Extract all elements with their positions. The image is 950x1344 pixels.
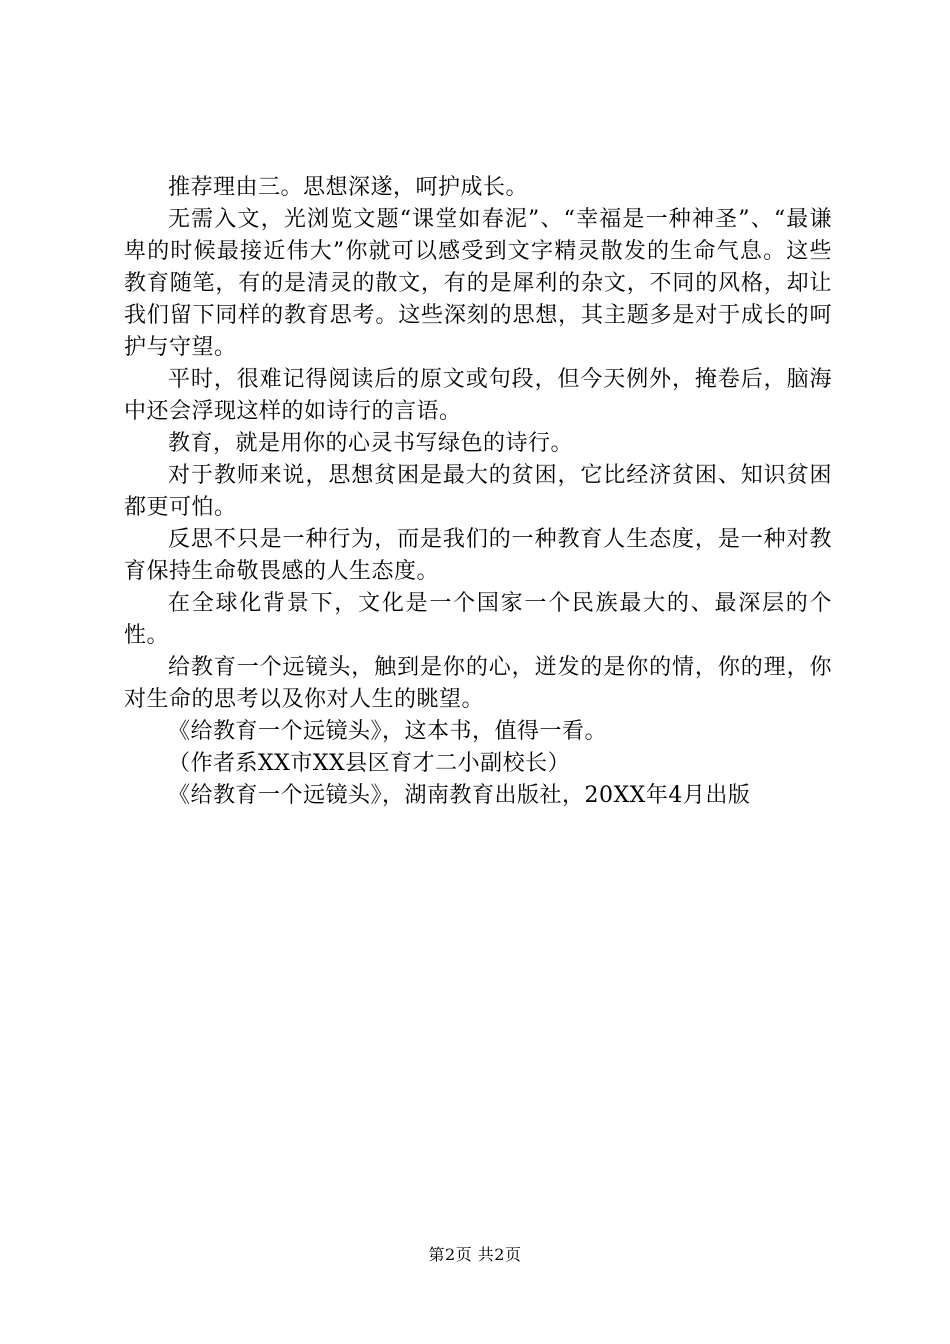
paragraph-quote-poverty: 对于教师来说，思想贫困是最大的贫困，它比经济贫困、知识贫困都更可怕。 bbox=[124, 463, 832, 520]
paragraph-article-titles: 无需入文，光浏览文题“课堂如春泥”、“幸福是一种神圣”、“最谦卑的时候最接近伟大”你就可以感受到文字精灵散发的生命气息。这些教育随笔，有的是清灵的散文，有的是犀利的杂文，不同的风格，却让我们留下同样的教育思考。这些深刻的思想，其主题多是对于成长的呵护与守望。 bbox=[124, 207, 832, 360]
paragraph-recommendation: 《给教育一个远镜头》，这本书，值得一看。 bbox=[168, 719, 608, 744]
paragraph-reading-reflection: 平时，很难记得阅读后的原文或句段，但今天例外，掩卷后，脑海中还会浮现这样的如诗行的言语。 bbox=[124, 367, 832, 424]
paragraph-quote-education: 教育，就是用你的心灵书写绿色的诗行。 bbox=[168, 431, 574, 456]
paragraph-quote-culture: 在全球化背景下，文化是一个国家一个民族最大的、最深层的个性。 bbox=[124, 591, 832, 648]
paragraph-long-lens: 给教育一个远镜头，触到是你的心，迸发的是你的情，你的理，你对生命的思考以及你对人生的眺望。 bbox=[124, 655, 832, 712]
paragraph-quote-reflection: 反思不只是一种行为，而是我们的一种教育人生态度，是一种对教育保持生命敬畏感的人生态度。 bbox=[124, 527, 832, 584]
page-number-footer: 第2页 共2页 bbox=[428, 1245, 522, 1264]
paragraph-publication-info: 《给教育一个远镜头》，湖南教育出版社，20XX年4月出版 bbox=[168, 783, 751, 808]
document-body bbox=[124, 172, 832, 812]
paragraph-recommendation-reason: 推荐理由三。思想深遂，呵护成长。 bbox=[168, 175, 529, 200]
paragraph-author-note: （作者系XX市XX县区育才二小副校长） bbox=[168, 751, 571, 776]
